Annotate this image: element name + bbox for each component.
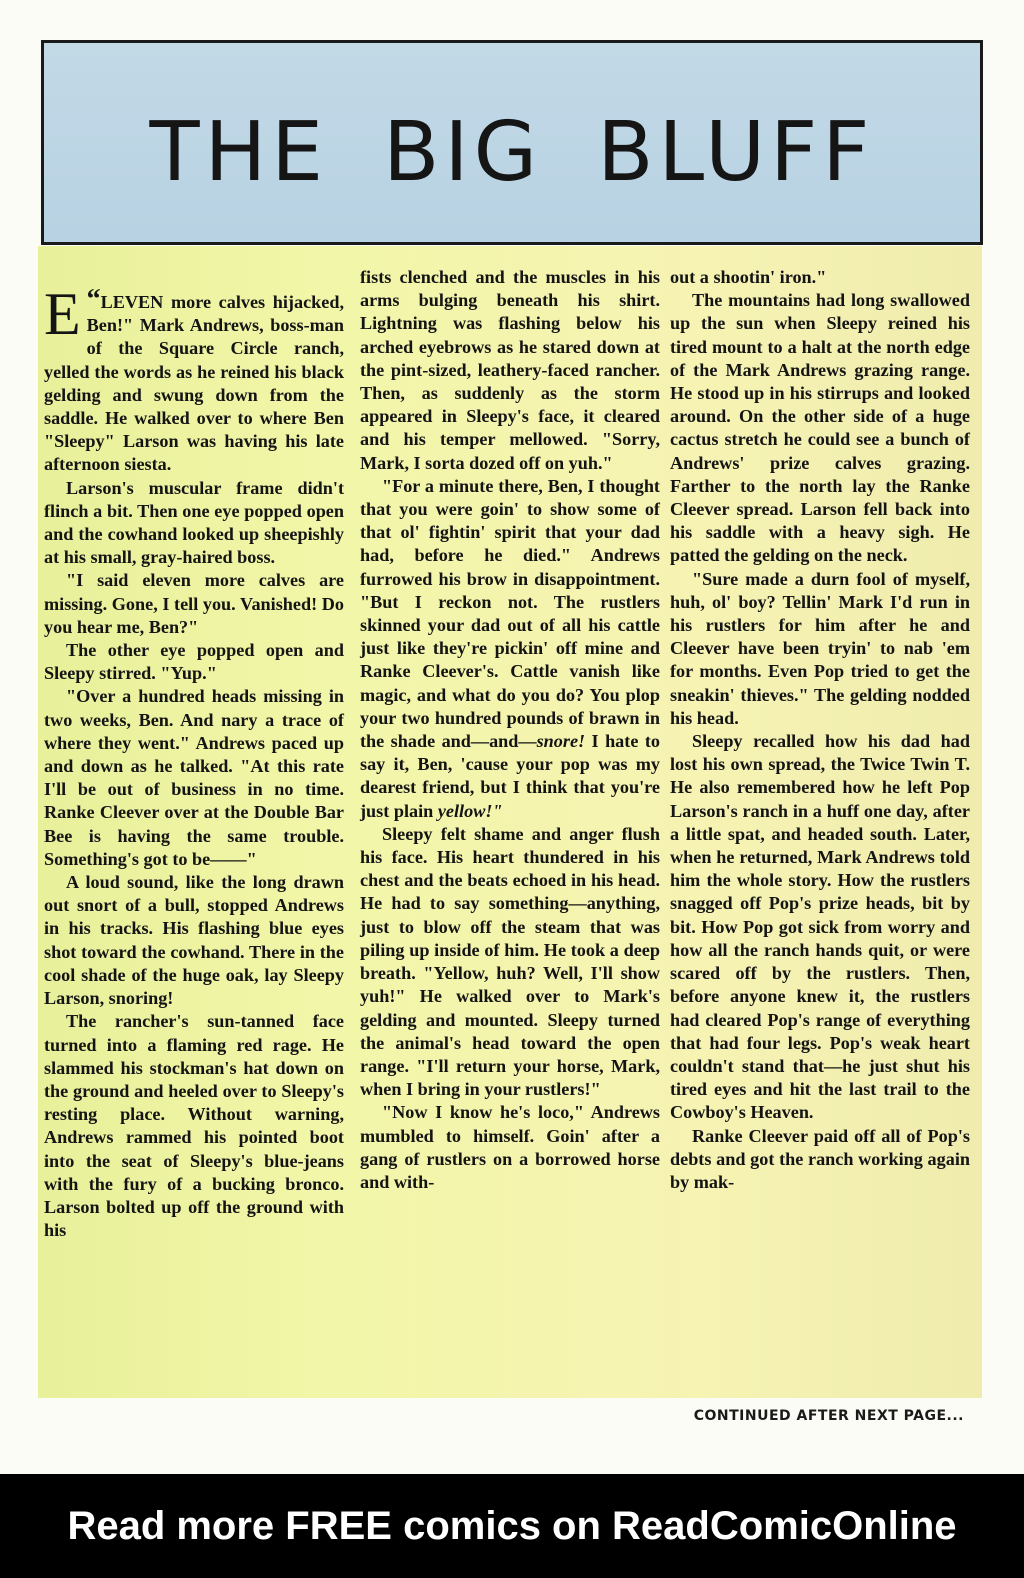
- paragraph: Larson's muscular frame didn't flinch a bit. Then one eye popped open and the cowhand looked up sheepishly at his small, gray-haired boss.: [44, 477, 344, 568]
- paragraph: out a shootin' iron.": [670, 267, 827, 287]
- paragraph: The other eye popped open and Sleepy stirred. "Yup.": [44, 640, 344, 684]
- paragraph: "Over a hundred heads missing in two weeks, Ben. And nary a trace of where they went." Andrews paced up and down as he talked. "At this rate I'll be out of business in no time. Ranke Cleever over at the Double Bar Bee is having the same trouble. Something's got to be——": [44, 686, 344, 869]
- paragraph: A loud sound, like the long drawn out snort of a bull, stopped Andrews in his tracks. His flashing blue eyes shot toward the cowhand. There in the cool shade of the huge oak, lay Sleepy Larson, snoring!: [44, 872, 344, 1009]
- paragraph: Ranke Cleever paid off all of Pop's debts and got the ranch working again by mak-: [670, 1125, 970, 1192]
- paragraph: Sleepy recalled how his dad had lost his own spread, the Twice Twin T. He also remembered how he left Pop Larson's ranch in a huff one day, after a little spat, and headed south. Later, when he returned, Mark Andrews told him the whole story. How the rustlers snagged off Pop's prize heads, bit by bit. How Pop got sick from worry and how all the ranch hands quit, or were scared off by the rustlers. Then, before anyone knew it, the rustlers had cleared Pop's range of everything that had four legs. Pop's weak heart couldn't stand that—he just shut his tired eyes and hit the last trail to the Cowboy's Heaven.: [670, 731, 970, 1123]
- paragraph: "For a minute there, Ben, I thought that you were goin' to show some of that ol' fightin' spirit that your dad had, before he died." Andrews furrowed his brow in disappointment. "But I reckon not. The rustlers skinned your dad out of all his cattle just like they're pickin' off mine and Ranke Cleever's. Cattle vanish like magic, and what do you do? You plop your two hundred pounds of brawn in the shade and—and—snore! I hate to say it, Ben, 'cause your pop was my dearest friend, but I think that you're just plain yellow!": [360, 475, 660, 821]
- drop-cap: E: [44, 281, 81, 347]
- open-quote: “: [86, 284, 101, 315]
- paragraph: The mountains had long swallowed up the sun when Sleepy reined his tired mount to a halt at the north edge of the Mark Andrews grazing range. He stood up in his stirrups and looked around. On the other side of a huge cactus stretch he could see a bunch of Andrews' prize calves grazing. Farther to the north lay the Ranke Cleever spread. Larson fell back into his saddle with a heavy sigh. He patted the gelding on the neck.: [670, 290, 970, 566]
- paragraph: The rancher's sun-tanned face turned into a flaming red rage. He slammed his stockman's hat down on the ground and heeled over to Sleepy's resting place. Without warning, Andrews rammed his pointed boot into the seat of Sleepy's blue-jeans with the fury of a bucking bronco. Larson bolted up off the ground with his: [44, 1011, 344, 1241]
- text-column-3: [670, 266, 970, 1194]
- text-column-1: [44, 281, 344, 1242]
- read-more-banner[interactable]: Read more FREE comics on ReadComicOnline: [0, 1474, 1024, 1578]
- paragraph: “ E LEVEN more calves hijacked, Ben!" Mark Andrews, boss-man of the Square Circle ranch, yelled the words as he reined his black gelding and swung down from the saddle. He walked over to where Ben "Sleepy" Larson was having his late afternoon siesta.: [44, 281, 344, 475]
- continued-note: CONTINUED AFTER NEXT PAGE...: [693, 1408, 964, 1424]
- story-title: THE BIG BLUFF: [149, 105, 875, 200]
- title-panel: [41, 40, 983, 245]
- paragraph: fists clenched and the muscles in his arms bulging beneath his shirt. Lightning was flashing below his arched eyebrows as he stared down at the pint-sized, leathery-faced rancher. Then, as suddenly as the storm appeared in Sleepy's face, it cleared and his temper mellowed. "Sorry, Mark, I sorta dozed off on yuh.": [360, 267, 660, 473]
- paragraph: "Sure made a durn fool of myself, huh, ol' boy? Tellin' Mark I'd run in his rustlers for him after he and Cleever have been tryin' to nab 'em for months. Even Pop tried to get the sneakin' thieves." The gelding nodded his head.: [670, 568, 970, 728]
- paragraph: "I said eleven more calves are missing. Gone, I tell you. Vanished! Do you hear me, Ben?": [44, 570, 344, 637]
- paragraph: "Now I know he's loco," Andrews mumbled to himself. Goin' after a gang of rustlers on a borrowed horse and with-: [360, 1102, 660, 1192]
- story-text-panel: [38, 246, 982, 1424]
- paragraph: Sleepy felt shame and anger flush his face. His heart thundered in his chest and the beats echoed in his head. He had to say something—anything, just to blow off the steam that was piling up inside of him. He took a deep breath. "Yellow, huh? Well, I'll show yuh!" He walked over to Mark's gelding and mounted. Sleepy turned the animal's head toward the open range. "I'll return your horse, Mark, when I bring in your rustlers!": [360, 823, 660, 1100]
- text-column-2: [360, 266, 660, 1194]
